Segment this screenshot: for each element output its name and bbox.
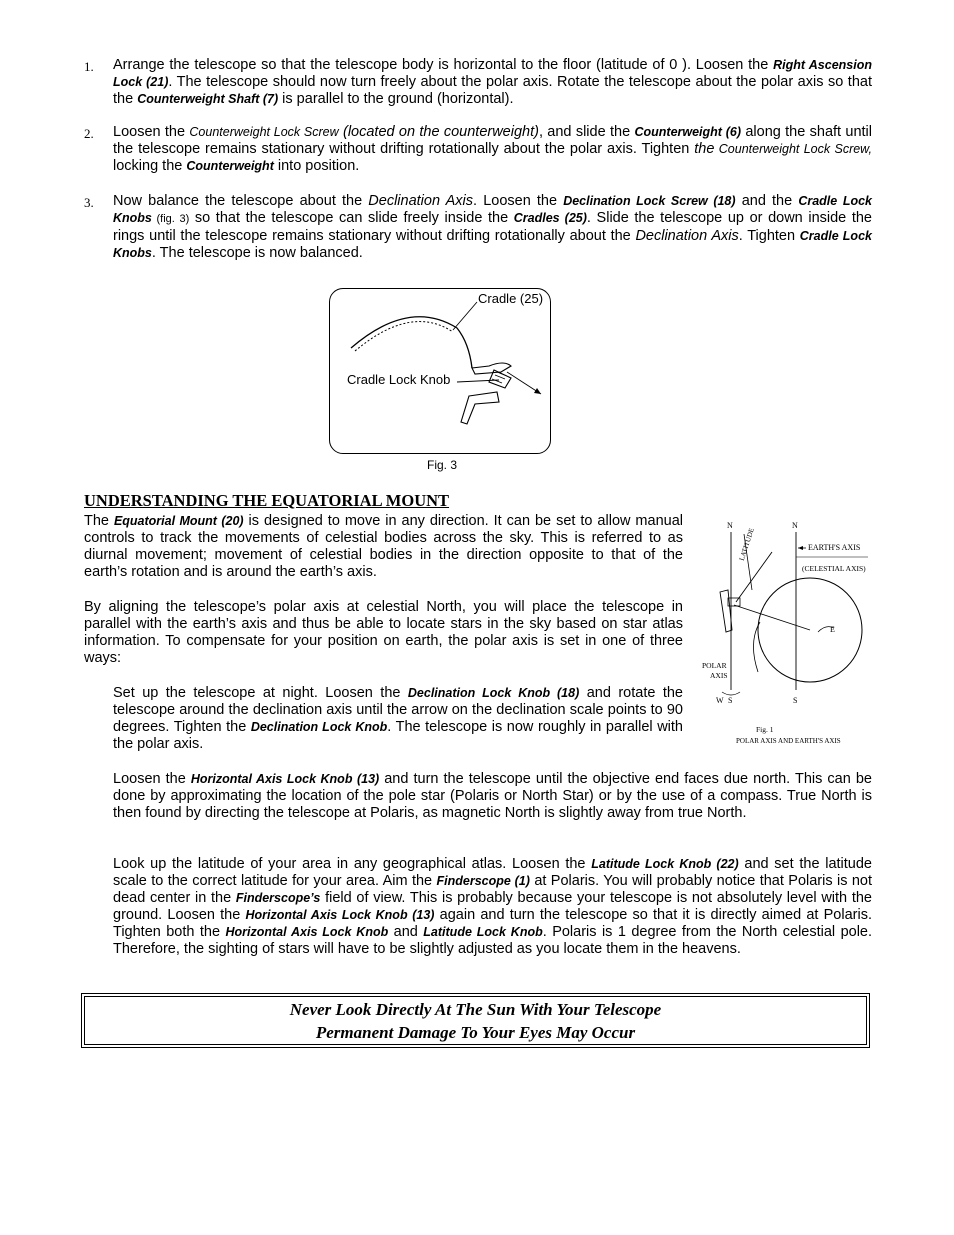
- label-cradle: Cradle (25): [478, 291, 544, 306]
- method-2-paragraph: Loosen the Horizontal Axis Lock Knob (13) and turn the telescope until the objective end faces due north. This can be done by approximating the location of the pole star (Polaris or North Star) or by the use of a compass. True North is then found by directing the telescope at Polaris, as magnetic North is slightly away from true North.: [113, 771, 872, 821]
- step-number: 3.: [84, 195, 94, 210]
- step-number: 2.: [84, 126, 94, 141]
- step-2: [84, 124, 872, 175]
- figure-1-polar-axis: [698, 512, 874, 750]
- fig1-label-n-right: N: [792, 521, 798, 530]
- fig1-label-s-left: S: [728, 696, 733, 705]
- warning-inner-border: [84, 996, 867, 1045]
- step-number: 1.: [84, 59, 94, 74]
- fig1-label-fig: Fig. 1: [756, 725, 774, 734]
- polar-alignment-paragraph: By aligning the telescope’s polar axis at celestial North, you will place the telescope in parallel with the earth’s axis and thus be able to locate stars in the sky based on star atlas information. To compensate for your position on earth, the polar axis is set in one of three ways:: [84, 599, 683, 666]
- figure-3-frame: [329, 288, 551, 454]
- fig1-label-n-left: N: [727, 521, 733, 530]
- fig1-label-e: E: [830, 625, 835, 634]
- fig1-label-celestial-axis: (CELESTIAL AXIS): [802, 564, 866, 573]
- step-1: [84, 57, 872, 108]
- step-text: Now balance the telescope about the Declination Axis. Loosen the Declination Lock Screw (18) and the Cradle Lock Knobs (fig. 3) so that the telescope can slide freely inside the Cradles (25). Slide the telescope up or down inside the rings until the telescope remains stationary without drifting rotationally about the Declination Axis. Tighten Cradle Lock Knobs. The telescope is now balanced.: [113, 193, 872, 261]
- section-heading: UNDERSTANDING THE EQUATORIAL MOUNT: [84, 491, 450, 510]
- method-3-paragraph: Look up the latitude of your area in any geographical atlas. Loosen the Latitude Lock Knob (22) and set the latitude scale to the correct latitude for your area. Aim the Finderscope (1) at Polaris. You will probably notice that Polaris is not dead center in the Finderscope’s field of view. This is probably because your telescope is not absolutely level with the ground. Loosen the Horizontal Axis Lock Knob (13) again and turn the telescope so that it is directly aimed at Polaris. Tighten both the Horizontal Axis Lock Knob and Latitude Lock Knob. Polaris is 1 degree from the North celestial pole. Therefore, the sighting of stars will have to be slightly adjusted as you locate them in the heavens.: [113, 856, 873, 957]
- warning-line-1: Never Look Directly At The Sun With Your Telescope: [289, 1000, 662, 1019]
- label-cradle-lock-knob: Cradle Lock Knob: [347, 372, 451, 387]
- step-3: [84, 193, 872, 262]
- fig1-label-axis: AXIS: [710, 671, 728, 680]
- warning-box: [81, 993, 870, 1048]
- step-text: Arrange the telescope so that the telescope body is horizontal to the floor (latitude of 0 ). Loosen the Right Ascension Lock (21). The telescope should now turn freely about the polar axis. Rotate the telescope about the polar axis so that the Counterweight Shaft (7) is parallel to the ground (horizontal).: [113, 57, 872, 107]
- warning-line-2: Permanent Damage To Your Eyes May Occur: [315, 1023, 636, 1042]
- step-text: Loosen the Counterweight Lock Screw (located on the counterweight), and slide the Counterweight (6) along the shaft until the telescope remains stationary without drifting rotationally about the polar axis. Tighten the Counterweight Lock Screw, locking the Counterweight into position.: [113, 124, 872, 174]
- fig1-label-earths-axis: EARTH'S AXIS: [808, 543, 861, 552]
- fig1-label-latitude: LATITUDE: [737, 527, 756, 562]
- figure-3-caption: Fig. 3: [427, 458, 458, 472]
- fig1-label-polar: POLAR: [702, 661, 727, 670]
- fig1-label-w: W: [716, 696, 724, 705]
- fig1-caption: POLAR AXIS AND EARTH'S AXIS: [736, 737, 841, 745]
- method-1-paragraph: Set up the telescope at night. Loosen the Declination Lock Knob (18) and rotate the telescope around the declination axis until the arrow on the declination scale points to 90 degrees. Tighten the Declination Lock Knob. The telescope is now roughly in parallel with the polar axis.: [113, 685, 683, 752]
- fig1-label-s-right: S: [793, 696, 798, 705]
- intro-paragraph: The Equatorial Mount (20) is designed to move in any direction. It can be set to allow manual controls to track the movements of celestial bodies across the sky. This is referred to as diurnal movement; movement of celestial bodies in the direction opposite to that of the earth’s rotation and is around the earth’s axis.: [84, 513, 683, 580]
